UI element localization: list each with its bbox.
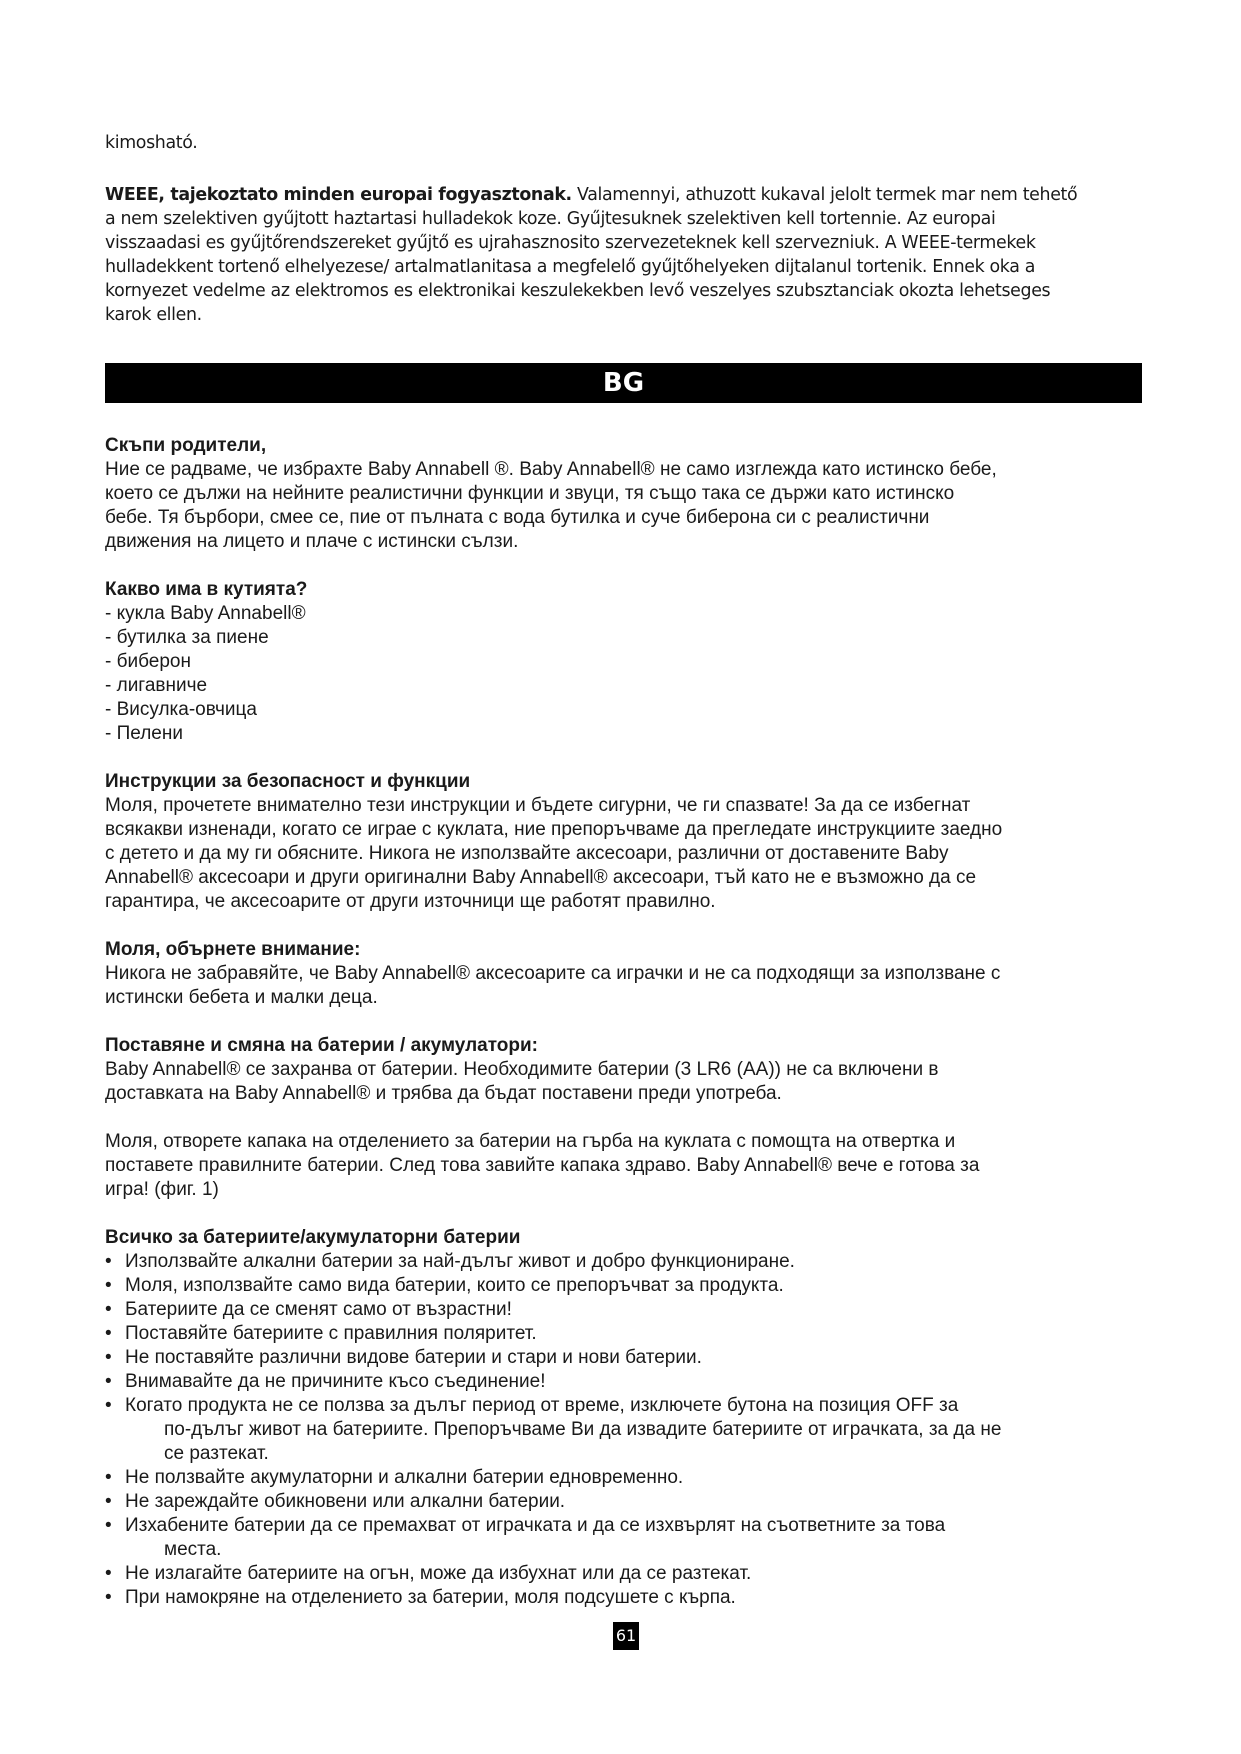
bullet-icon: • <box>105 1347 112 1368</box>
list-item-continuation: по-дълъг живот на батериите. Препоръчваме Ви да извадите батериите от играчката, за да не <box>164 1419 1002 1440</box>
list-item <box>105 1466 1150 1490</box>
battery-install-heading: Поставяне и смяна на батерии / акумулатори: <box>105 1035 539 1056</box>
bullet-icon: • <box>105 1515 112 1536</box>
list-item <box>105 1490 1150 1514</box>
box-contents-section <box>105 578 1150 746</box>
greeting-line: движения на лицето и плаче с истински сълзи. <box>105 531 519 552</box>
bg-content <box>105 434 1150 1634</box>
battery-step-line: Моля, отворете капака на отделението за батерии на гърба на куклата с помощта на отвертка и <box>105 1131 956 1152</box>
list-item <box>105 1322 1150 1346</box>
list-item <box>105 1586 1150 1610</box>
list-item <box>105 1298 1150 1322</box>
box-item: - Пелени <box>105 723 183 744</box>
list-item-text: При намокряне на отделението за батерии, моля подсушете с кърпа. <box>125 1587 736 1608</box>
list-item <box>105 1250 1150 1274</box>
list-item <box>105 1514 1150 1562</box>
attention-line: истински бебета и малки деца. <box>105 987 378 1008</box>
language-section-banner: BG <box>105 363 1142 403</box>
greeting-line: Ние се радваме, че избрахте Baby Annabell ®. Baby Annabell® не само изглежда като истинско бебе, <box>105 459 997 480</box>
battery-install-line: доставката на Baby Annabell® и трябва да бъдат поставени преди употреба. <box>105 1083 782 1104</box>
battery-step-line: поставете правилните батерии. След това завийте капака здраво. Baby Annabell® вече е готова за <box>105 1155 980 1176</box>
bullet-icon: • <box>105 1251 112 1272</box>
weee-line: kornyezet vedelme az elektromos es elektronikai keszulekekben levő veszelyes szubsztanciak okozta lehetseges <box>105 281 1051 301</box>
list-item-continuation: се разтекат. <box>164 1443 269 1464</box>
list-item-text: Когато продукта не се ползва за дълъг период от време, изключете бутона на позиция OFF за <box>125 1395 959 1416</box>
greeting-line: което се дължи на нейните реалистични функции и звуци, тя също така се държи като истинско <box>105 483 955 504</box>
list-item-text: Не поставяйте различни видове батерии и стари и нови батерии. <box>125 1347 702 1368</box>
bullet-icon: • <box>105 1467 112 1488</box>
box-item: - биберон <box>105 651 191 672</box>
bullet-icon: • <box>105 1563 112 1584</box>
attention-line: Никога не забравяйте, че Baby Annabell® аксесоарите са играчки и не са подходящи за използване с <box>105 963 1001 984</box>
page-number: 61 <box>613 1622 639 1650</box>
battery-about-section <box>105 1226 1150 1610</box>
list-item-text: Използвайте алкални батерии за най-дълъг живот и добро функциониране. <box>125 1251 795 1272</box>
bullet-icon: • <box>105 1299 112 1320</box>
weee-line: karok ellen. <box>105 305 202 325</box>
list-item-text: Не ползвайте акумулаторни и алкални батерии едновременно. <box>125 1467 684 1488</box>
box-contents-heading: Какво има в кутията? <box>105 579 308 600</box>
weee-line: hulladekkent tortenő elhelyezese/ artalmatlanitasa a megfelelő gyűjtőhelyeken dijtalanul tortenik. Ennek oka a <box>105 257 1036 277</box>
bullet-icon: • <box>105 1395 112 1416</box>
weee-title: WEEE, tajekoztato minden europai fogyasztonak. <box>105 185 572 205</box>
battery-install-steps <box>105 1130 1150 1202</box>
list-item <box>105 1370 1150 1394</box>
battery-install-section <box>105 1034 1150 1106</box>
box-item: - бутилка за пиене <box>105 627 269 648</box>
box-item: - кукла Baby Annabell® <box>105 603 306 624</box>
safety-heading: Инструкции за безопасност и функции <box>105 771 471 792</box>
attention-section <box>105 938 1150 1010</box>
weee-line: Valamennyi, athuzott kukaval jelolt termek mar nem tehető <box>571 185 1078 205</box>
list-item-text: Моля, използвайте само вида батерии, които се препоръчват за продукта. <box>125 1275 784 1296</box>
greeting-heading: Скъпи родители, <box>105 435 267 456</box>
weee-paragraph <box>105 183 1145 327</box>
list-item-text: Внимавайте да не причините късо съединение! <box>125 1371 546 1392</box>
bullet-icon: • <box>105 1587 112 1608</box>
list-item <box>105 1562 1150 1586</box>
list-item-text: Не излагайте батериите на огън, може да избухнат или да се разтекат. <box>125 1563 752 1584</box>
battery-install-line: Baby Annabell® се захранва от батерии. Необходимите батерии (3 LR6 (AA)) не са включени в <box>105 1059 939 1080</box>
list-item <box>105 1346 1150 1370</box>
battery-step-line: игра! (фиг. 1) <box>105 1179 219 1200</box>
safety-line: гарантира, че аксесоарите от други източници ще работят правилно. <box>105 891 716 912</box>
bullet-icon: • <box>105 1371 112 1392</box>
box-item: - лигавниче <box>105 675 208 696</box>
battery-about-heading: Всичко за батериите/акумулаторни батерии <box>105 1227 521 1248</box>
weee-line: visszaadasi es gyűjtőrendszereket gyűjtő es ujrahasznosito szervezeteknek kell szervezniuk. A WEEE-termekek <box>105 233 1036 253</box>
list-item-continuation: места. <box>164 1539 222 1560</box>
bullet-icon: • <box>105 1275 112 1296</box>
list-item-text: Поставяйте батериите с правилния поляритет. <box>125 1323 537 1344</box>
list-item <box>105 1274 1150 1298</box>
bullet-icon: • <box>105 1491 112 1512</box>
weee-line: a nem szelektiven gyűjtott haztartasi hulladekok koze. Gyűjtesuknek szelektiven kell tortennie. Az europai <box>105 209 996 229</box>
hu-continuation-text: kimosható. <box>105 133 198 153</box>
list-item-text: Батериите да се сменят само от възрастни! <box>125 1299 512 1320</box>
list-item-text: Не зареждайте обикновени или алкални батерии. <box>125 1491 566 1512</box>
safety-section <box>105 770 1150 914</box>
attention-heading: Моля, обърнете внимание: <box>105 939 361 960</box>
safety-line: с детето и да му ги обясните. Никога не използвайте аксесоари, различни от доставените Baby <box>105 843 949 864</box>
box-item: - Висулка-овчица <box>105 699 257 720</box>
bullet-icon: • <box>105 1323 112 1344</box>
safety-line: всякакви изненади, когато се играе с куклата, ние препоръчваме да прегледате инструкциите заедно <box>105 819 1003 840</box>
battery-bullet-list <box>105 1250 1150 1610</box>
list-item <box>105 1394 1150 1466</box>
greeting-line: бебе. Тя бърбори, смее се, пие от пълната с вода бутилка и суче биберона си с реалистични <box>105 507 930 528</box>
safety-line: Annabell® аксесоари и други оригинални Baby Annabell® аксесоари, тъй като не е възможно да се <box>105 867 977 888</box>
safety-line: Моля, прочетете внимателно тези инструкции и бъдете сигурни, че ги спазвате! За да се избегнат <box>105 795 971 816</box>
list-item-text: Изхабените батерии да се премахват от играчката и да се изхвърлят на съответните за това <box>125 1515 946 1536</box>
greeting-section <box>105 434 1150 554</box>
